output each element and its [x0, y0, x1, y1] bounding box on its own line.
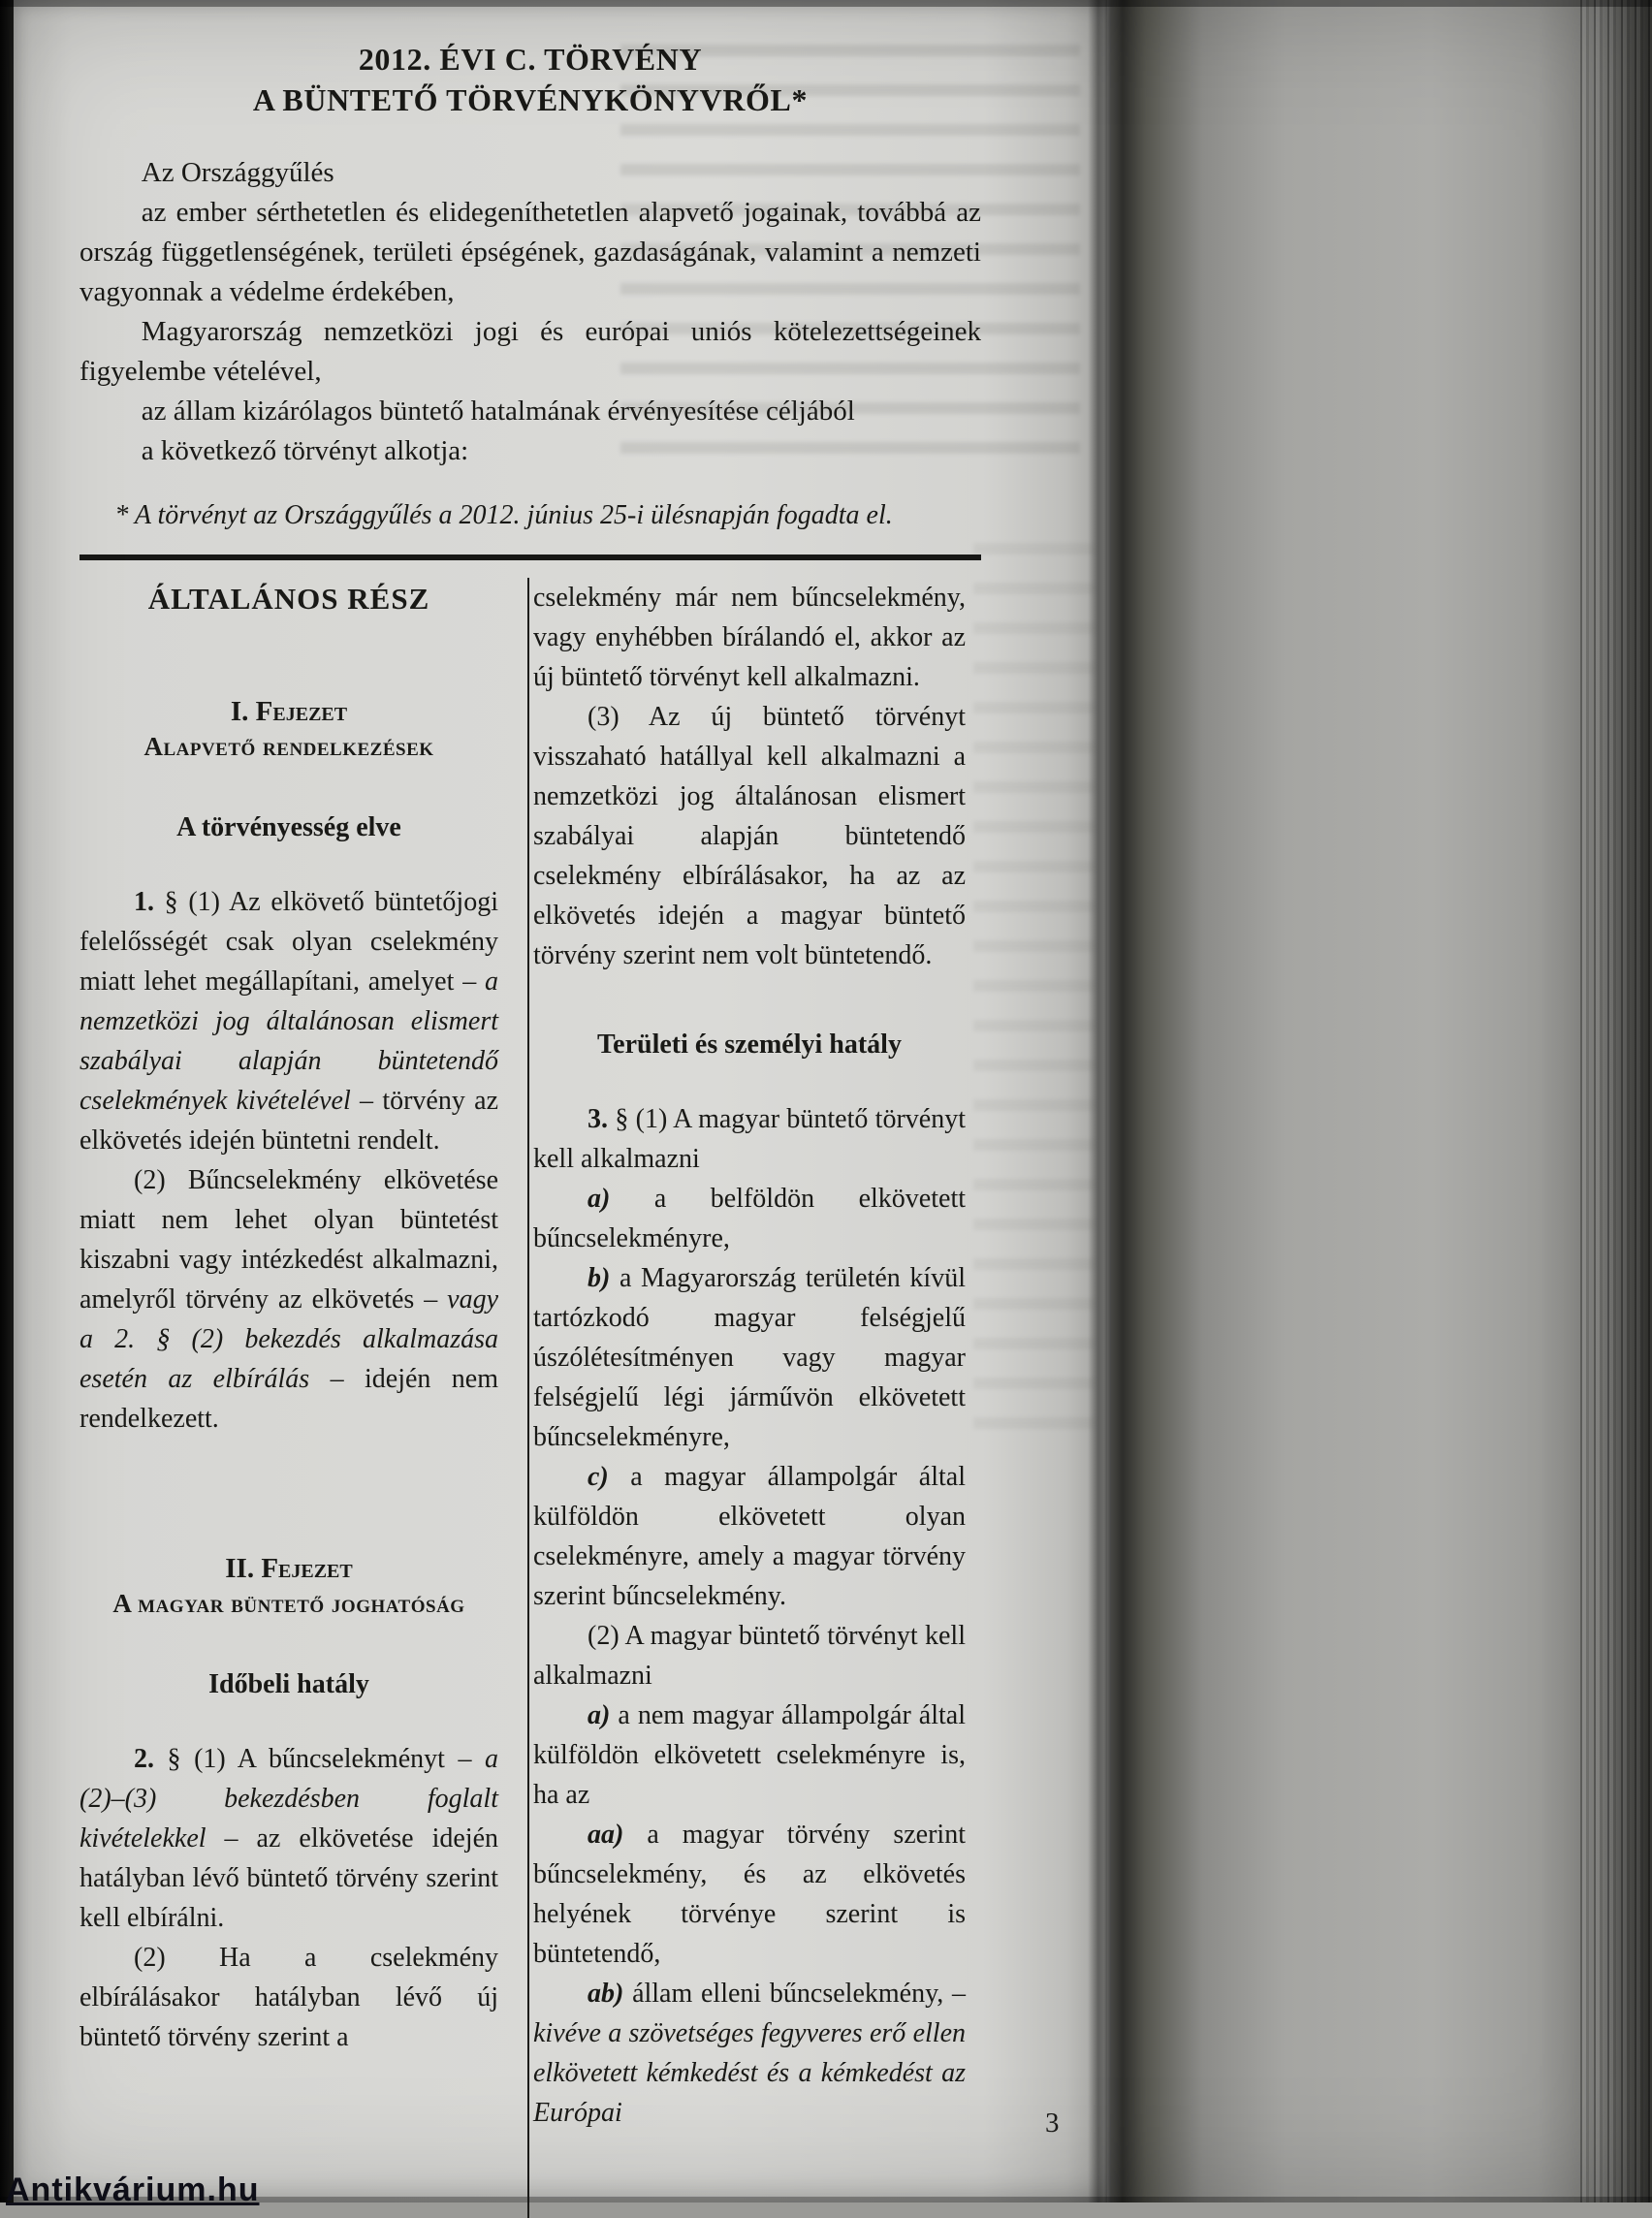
text-run: a Magyarország területén kívül tartózkodó magyar felségjelű úszólétesítményen vagy magyar felségjelű légi járművön elkövetett bűncselekményre,	[533, 1263, 966, 1452]
text-run: a magyar állampolgár által külföldön elkövetett olyan cselekményre, amely a magyar törvény szerint bűncselekmény.	[533, 1462, 966, 1611]
enactment-footnote: * A törvényt az Országgyűlés a 2012. június 25-i ülésnapján fogadta el.	[114, 500, 893, 530]
scan-top-edge	[0, 0, 1652, 7]
text-run: – idején nem rendelkezett.	[79, 1364, 498, 1434]
preamble	[79, 153, 981, 471]
text-run: 2.	[134, 1744, 168, 1774]
page-content	[79, 39, 981, 2218]
scan-left-edge	[0, 0, 14, 2202]
chapter-2-number: II. Fejezet	[225, 1553, 353, 1584]
paragraph-2-2: (2) Ha a cselekmény elbírálásakor hatályban lévő új büntető törvény szerint a	[79, 1943, 498, 2052]
text-run: a belföldön elkövetett bűncselekményre,	[533, 1184, 966, 1253]
text-run: 3.	[588, 1104, 616, 1134]
document-title-line1: 2012. ÉVI C. TÖRVÉNY	[358, 42, 703, 77]
paragraph-3-1	[533, 1099, 966, 1179]
page-number: 3	[1045, 2107, 1060, 2139]
text-run: § (1) A magyar büntető törvényt kell alkalmazni	[533, 1104, 966, 1174]
list-item-aa	[533, 1815, 966, 1974]
text-run: a (2)–(3) bekezdésben foglalt kivételekkel	[79, 1744, 498, 1854]
two-column-body	[79, 578, 981, 2218]
document-title-line2: A BÜNTETŐ TÖRVÉNYKÖNYVRŐL*	[252, 82, 809, 117]
text-run: a)	[588, 1184, 611, 1214]
chapter-2-title: A magyar büntető joghatóság	[112, 1589, 465, 1618]
intro-paragraph: Magyarország nemzetközi jogi és európai uniós kötelezettségeinek figyelembe vételével,	[79, 316, 981, 387]
intro-paragraph: Az Országgyűlés	[141, 157, 334, 188]
text-run: ab)	[588, 1979, 624, 2009]
text-run: vagy a 2. § (2) bekezdés alkalmazása esetén az elbírálás	[79, 1284, 498, 1394]
list-item-2a	[533, 1695, 966, 1815]
intro-paragraph: az ember sérthetetlen és elidegeníthetetlen alapvető jogainak, továbbá az ország függetlenségének, területi épségének, gazdaságának, valamint a nemzeti vagyonnak a védelme érdekében,	[79, 197, 981, 307]
text-run: állam elleni bűncselekmény, –	[623, 1979, 966, 2009]
page-edge-stripes	[1580, 0, 1652, 2202]
list-item-c	[533, 1457, 966, 1616]
paragraph-2-3: (3) Az új büntető törvényt visszaható hatállyal kell alkalmazni a nemzetközi jog általánosan elismert szabályai alapján büntetendő cselekmény elbírálásakor, ha az az elkövetés idején a magyar büntető törvény szerint nem volt büntetendő.	[533, 702, 966, 970]
text-run: a nem magyar állampolgár által külföldön elkövetett cselekményre is, ha az	[533, 1700, 966, 1810]
right-column	[514, 578, 966, 2218]
text-run: aa)	[588, 1820, 624, 1850]
list-item-b	[533, 1258, 966, 1457]
text-run: (2) Bűncselekmény elkövetése miatt nem lehet olyan büntetést kiszabni vagy intézkedést alkalmazni, amelyről törvény az elkövetés –	[79, 1165, 498, 1315]
text-run: b)	[588, 1263, 611, 1293]
paragraph-1-2	[79, 1160, 498, 1439]
paragraph-1-1	[79, 882, 498, 1160]
intro-paragraph: a következő törvényt alkotja:	[141, 435, 469, 466]
left-column	[79, 578, 514, 2218]
chapter-1-number: I. Fejezet	[230, 696, 348, 727]
paragraph-3-2: (2) A magyar büntető törvényt kell alkalmazni	[533, 1621, 966, 1691]
text-run: – törvény az elkövetés idején büntetni rendelt.	[79, 1086, 498, 1156]
book-gutter-shadow	[1088, 0, 1111, 2202]
antikvarium-watermark: Antikvárium.hu	[6, 2171, 260, 2208]
section-title-temporal-scope: Időbeli hatály	[208, 1669, 369, 1699]
text-run: – az elkövetése idején hatályban lévő büntető törvény szerint kell elbírálni.	[79, 1823, 498, 1933]
text-run: a magyar törvény szerint bűncselekmény, és az elkövetés helyének törvénye szerint is büntetendő,	[533, 1820, 966, 1969]
column-divider	[527, 578, 529, 2218]
intro-paragraph: az állam kizárólagos büntető hatalmának érvényesítése céljából	[141, 396, 855, 427]
text-run: a nemzetközi jog általánosan elismert szabályai alapján büntetendő cselekmények kivételével	[79, 966, 498, 1116]
section-title-territorial-scope: Területi és személyi hatály	[597, 1030, 902, 1060]
text-run: 1.	[134, 887, 165, 917]
text-run: § (1) Az elkövető büntetőjogi felelősségét csak olyan cselekmény miatt lehet megállapítani, amelyet –	[79, 887, 498, 997]
section-title-legality: A törvényesség elve	[176, 812, 401, 842]
scan-right-area	[1111, 0, 1652, 2202]
chapter-1-title: Alapvető rendelkezések	[143, 732, 434, 761]
paragraph-2-2-continuation: cselekmény már nem bűncselekmény, vagy enyhébben bírálandó el, akkor az új büntető törvényt kell alkalmazni.	[533, 583, 966, 692]
separator-rule	[79, 554, 981, 560]
text-run: § (1) A bűncselekményt –	[167, 1744, 485, 1774]
text-run: a)	[588, 1700, 611, 1730]
list-item-a	[533, 1179, 966, 1258]
part-heading: ÁLTALÁNOS RÉSZ	[147, 582, 430, 616]
paragraph-2-1	[79, 1739, 498, 1938]
list-item-ab	[533, 1974, 966, 2133]
text-run: kivéve a szövetséges fegyveres erő ellen elkövetett kémkedést és a kémkedést az Európai	[533, 2018, 966, 2128]
text-run: c)	[588, 1462, 609, 1492]
